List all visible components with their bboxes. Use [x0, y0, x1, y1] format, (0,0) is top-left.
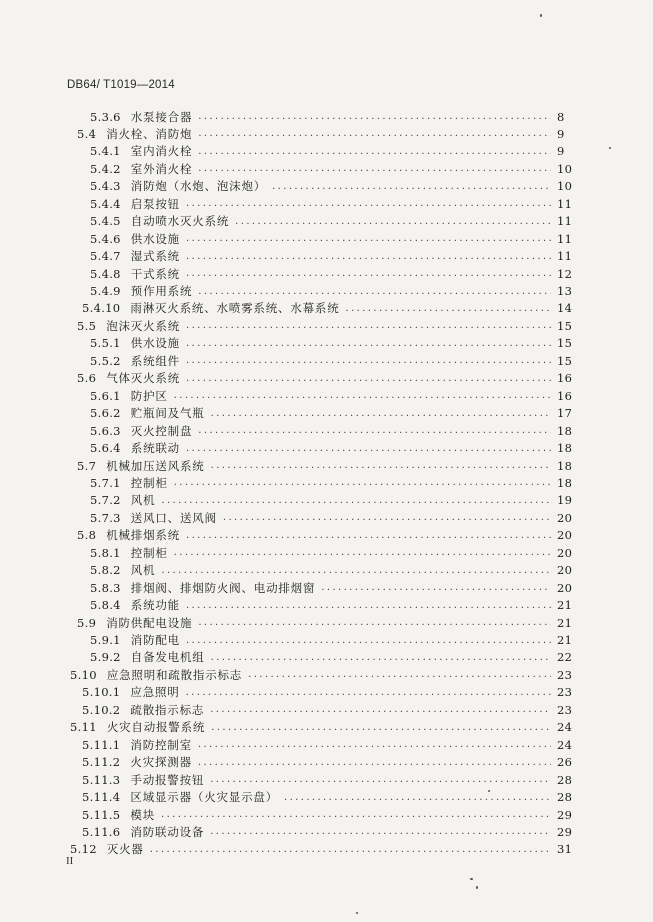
toc-entry-page: 18: [557, 441, 573, 456]
toc-dot-leader: [211, 460, 551, 471]
toc-entry: [0, 213, 653, 230]
toc-entry: [0, 527, 653, 544]
toc-entry: [0, 806, 653, 823]
toc-entry: [0, 230, 653, 247]
toc-entry-page: 16: [557, 371, 573, 386]
toc-entry-number: 5.11: [70, 720, 97, 735]
toc-dot-leader: [211, 408, 551, 419]
toc-entry-number: 5.11.5: [82, 807, 121, 822]
toc-entry-number: 5.6.4: [90, 441, 121, 456]
toc-entry-title: 应急照明和疏散指示标志: [106, 667, 243, 682]
toc-entry-page: 15: [557, 353, 573, 368]
toc-entry: [0, 440, 653, 457]
toc-entry-number: 5.8.2: [90, 563, 121, 578]
toc-entry: [0, 370, 653, 387]
toc-entry: [0, 125, 653, 142]
toc-entry-page: 8: [557, 109, 565, 124]
toc-entry-page: 9: [557, 144, 565, 159]
toc-dot-leader: [186, 198, 551, 209]
toc-entry-title: 排烟阀、排烟防火阀、电动排烟窗: [130, 580, 316, 595]
toc-entry-title: 供水设施: [130, 231, 180, 246]
toc-entry-title: 预作用系统: [130, 284, 193, 298]
toc-entry-title: 灭火控制盘: [130, 423, 193, 438]
toc-entry-title: 室内消火栓: [130, 144, 193, 159]
toc-entry: [0, 754, 653, 771]
toc-entry-page: 11: [557, 231, 573, 246]
toc-entry-number: 5.5.1: [90, 336, 121, 351]
toc-entry-title: 湿式系统: [130, 249, 180, 264]
toc-entry: [0, 492, 653, 509]
toc-dot-leader: [198, 286, 551, 297]
toc-dot-leader: [321, 582, 551, 593]
toc-entry-title: 泡沫灭火系统: [106, 318, 181, 333]
toc-entry: [0, 474, 653, 491]
toc-dot-leader: [284, 792, 551, 803]
toc-entry: [0, 562, 653, 579]
scan-speck: [609, 147, 611, 149]
toc-dot-leader: [186, 373, 551, 384]
toc-entry-title: 贮瓶间及气瓶: [130, 406, 205, 421]
toc-entry-page: 21: [557, 598, 573, 613]
toc-entry-page: 20: [557, 580, 573, 595]
toc-entry-number: 5.4: [77, 126, 97, 141]
toc-entry-page: 23: [557, 685, 573, 700]
toc-entry-number: 5.4.7: [90, 249, 121, 264]
toc-entry-page: 10: [557, 161, 573, 176]
toc-dot-leader: [248, 669, 551, 680]
toc-entry-title: 风机: [130, 563, 156, 578]
toc-entry: [0, 422, 653, 439]
toc-entry-title: 消防联动设备: [130, 824, 205, 839]
toc-entry: [0, 352, 653, 369]
toc-entry: [0, 283, 653, 300]
toc-dot-leader: [186, 635, 551, 646]
toc-entry: [0, 248, 653, 265]
toc-entry-number: 5.11.2: [82, 755, 121, 770]
toc-entry: [0, 317, 653, 334]
toc-entry-title: 风机: [130, 493, 156, 508]
toc-entry-number: 5.6: [77, 371, 97, 386]
toc-entry-page: 20: [557, 563, 573, 578]
toc-dot-leader: [210, 704, 551, 715]
toc-dot-leader: [186, 530, 551, 541]
toc-entry: [0, 405, 653, 422]
toc-entry-number: 5.4.6: [90, 231, 121, 246]
toc-dot-leader: [161, 809, 551, 820]
toc-dot-leader: [198, 111, 551, 122]
toc-entry-number: 5.4.9: [90, 284, 121, 298]
toc-entry: [0, 300, 653, 317]
toc-entry-number: 5.7.3: [90, 510, 121, 525]
toc-entry-number: 5.8.1: [90, 545, 121, 560]
toc-entry-page: 19: [557, 493, 573, 508]
toc-entry-number: 5.7.2: [90, 493, 121, 508]
toc-dot-leader: [198, 739, 551, 750]
scan-speck: [356, 912, 358, 914]
toc-entry-title: 火灾自动报警系统: [106, 720, 206, 735]
toc-entry-number: 5.9.1: [90, 633, 121, 647]
toc-entry: [0, 701, 653, 718]
toc-entry-page: 11: [557, 249, 573, 264]
toc-entry-number: 5.12: [70, 842, 97, 857]
toc-entry-number: 5.6.1: [90, 388, 121, 403]
toc-entry-page: 21: [557, 615, 573, 630]
toc-dot-leader: [174, 547, 551, 558]
toc-entry-title: 系统联动: [130, 441, 180, 456]
toc-entry-number: 5.6.3: [90, 423, 121, 438]
toc-entry-number: 5.10.1: [82, 685, 121, 700]
toc-entry-number: 5.7: [77, 458, 97, 473]
toc-entry-number: 5.4.3: [90, 179, 121, 194]
toc-dot-leader: [198, 425, 551, 436]
toc-entry: [0, 597, 653, 614]
toc-entry-number: 5.6.2: [90, 406, 121, 421]
toc-entry-number: 5.11.4: [82, 790, 121, 805]
toc-entry-page: 11: [557, 214, 573, 229]
toc-entry-page: 20: [557, 528, 573, 543]
toc-entry-page: 18: [557, 423, 573, 438]
toc-entry-page: 18: [557, 458, 573, 473]
toc-entry-title: 消防炮（水炮、泡沫炮）: [130, 179, 267, 194]
toc-entry: [0, 719, 653, 736]
toc-entry-title: 机械排烟系统: [106, 528, 181, 543]
toc-entry-number: 5.10: [70, 667, 97, 682]
toc-entry-number: 5.4.2: [90, 161, 121, 176]
toc-entry: [0, 684, 653, 701]
toc-entry: [0, 195, 653, 212]
toc-entry: [0, 736, 653, 753]
toc-entry-page: 9: [557, 126, 565, 141]
toc-dot-leader: [198, 757, 551, 768]
toc-entry-number: 5.4.5: [90, 214, 121, 229]
toc-entry-page: 28: [557, 790, 573, 805]
toc-entry-page: 24: [557, 737, 573, 752]
toc-dot-leader: [198, 146, 551, 157]
toc-dot-leader: [186, 687, 551, 698]
toc-dot-leader: [210, 826, 551, 837]
toc-entry-title: 消防控制室: [130, 737, 192, 752]
toc-entry-page: 17: [557, 406, 573, 421]
toc-dot-leader: [186, 233, 551, 244]
toc-entry-title: 消火栓、消防炮: [106, 126, 193, 141]
toc-dot-leader: [198, 163, 551, 174]
toc-dot-leader: [211, 652, 551, 663]
toc-entry-title: 机械加压送风系统: [106, 458, 205, 473]
toc-dot-leader: [186, 268, 551, 279]
toc-entry-page: 10: [557, 179, 573, 194]
toc-entry-page: 14: [557, 301, 573, 316]
toc-entry-number: 5.10.2: [82, 702, 121, 717]
toc-entry-number: 5.4.4: [90, 196, 121, 211]
toc-entry: [0, 509, 653, 526]
toc-entry-number: 5.3.6: [90, 109, 121, 124]
toc-entry-number: 5.9.2: [90, 650, 121, 665]
toc-dot-leader: [186, 338, 551, 349]
toc-dot-leader: [198, 128, 551, 139]
toc-entry-number: 5.9: [77, 615, 97, 630]
toc-entry-title: 送风口、送风阀: [130, 510, 217, 525]
toc-entry-number: 5.8: [77, 528, 97, 543]
toc-entry: [0, 789, 653, 806]
toc-entry-title: 消防供配电设施: [106, 615, 193, 630]
scan-speck: [488, 790, 490, 792]
toc-entry: [0, 666, 653, 683]
toc-entry-number: 5.8.3: [90, 580, 121, 595]
toc-entry-page: 22: [557, 650, 573, 665]
toc-entry-title: 启泵按钮: [130, 196, 180, 211]
toc-entry-page: 24: [557, 720, 573, 735]
toc-dot-leader: [174, 477, 551, 488]
scan-speck: [470, 878, 473, 880]
scan-speck: [540, 14, 542, 17]
toc-entry-title: 应急照明: [130, 685, 180, 700]
toc-entry-number: 5.5: [77, 318, 97, 333]
page-number-footer: II: [66, 855, 74, 867]
toc-entry-title: 防护区: [130, 388, 168, 403]
toc-dot-leader: [272, 181, 551, 192]
toc-entry-title: 消防配电: [130, 633, 180, 647]
toc-dot-leader: [161, 495, 551, 506]
toc-entry-page: 18: [557, 475, 573, 490]
toc-entry: [0, 632, 653, 649]
toc-entry-title: 雨淋灭火系统、水喷雾系统、水幕系统: [130, 301, 340, 316]
toc-entry: [0, 143, 653, 160]
toc-dot-leader: [150, 844, 551, 855]
toc-entry: [0, 108, 653, 125]
toc-entry-title: 疏散指示标志: [130, 702, 205, 717]
toc-entry-page: 11: [557, 196, 573, 211]
toc-entry-number: 5.11.1: [82, 737, 121, 752]
toc-entry-title: 模块: [130, 807, 155, 822]
toc-entry-page: 29: [557, 807, 573, 822]
toc-entry-page: 31: [557, 842, 573, 857]
toc-entry: [0, 614, 653, 631]
toc-entry-page: 12: [557, 266, 573, 281]
toc-entry-title: 系统功能: [130, 598, 180, 613]
toc-dot-leader: [198, 617, 551, 628]
toc-entry-title: 系统组件: [130, 353, 180, 368]
toc-entry-title: 手动报警按钮: [130, 772, 205, 787]
toc-dot-leader: [186, 320, 551, 331]
toc-entry: [0, 335, 653, 352]
toc-entry-title: 灭火器: [106, 842, 144, 857]
toc-entry-page: 15: [557, 318, 573, 333]
toc-entry-title: 水泵接合器: [130, 109, 193, 124]
toc-entry-number: 5.11.6: [82, 824, 121, 839]
toc-entry-page: 20: [557, 545, 573, 560]
toc-entry-page: 23: [557, 702, 573, 717]
toc-entry-number: 5.4.10: [82, 301, 121, 316]
toc-entry-page: 29: [557, 824, 573, 839]
toc-entry-page: 26: [557, 755, 573, 770]
document-code-header: DB64/ T1019—2014: [67, 79, 175, 91]
toc-entry: [0, 649, 653, 666]
toc-dot-leader: [346, 303, 552, 314]
toc-entry-title: 自动喷水灭火系统: [130, 214, 230, 229]
toc-dot-leader: [235, 216, 551, 227]
toc-entry: [0, 544, 653, 561]
toc-entry-page: 28: [557, 772, 573, 787]
toc-entry-title: 室外消火栓: [130, 161, 193, 176]
toc-dot-leader: [223, 512, 551, 523]
toc-dot-leader: [174, 390, 551, 401]
toc-dot-leader: [210, 774, 551, 785]
toc-dot-leader: [186, 600, 551, 611]
toc-entry-number: 5.4.8: [90, 266, 121, 281]
toc-entry: [0, 387, 653, 404]
toc-entry-page: 16: [557, 388, 573, 403]
toc-entry-title: 自备发电机组: [130, 650, 205, 665]
scan-speck: [476, 886, 478, 889]
toc-entry: [0, 265, 653, 282]
toc-dot-leader: [211, 722, 551, 733]
toc-entry: [0, 579, 653, 596]
toc-entry-title: 区域显示器（火灾显示盘）: [130, 790, 278, 805]
toc-entry-page: 15: [557, 336, 573, 351]
toc-entry-number: 5.4.1: [90, 144, 121, 159]
toc-dot-leader: [161, 565, 551, 576]
toc-entry-title: 供水设施: [130, 336, 180, 351]
toc-entry: [0, 178, 653, 195]
toc-entry: [0, 823, 653, 840]
toc-entry-number: 5.7.1: [90, 475, 121, 490]
toc-entry: [0, 771, 653, 788]
toc-dot-leader: [186, 251, 551, 262]
toc-entry-page: 23: [557, 667, 573, 682]
toc-entry-page: 21: [557, 633, 573, 647]
toc-entry-title: 火灾探测器: [130, 755, 192, 770]
toc-entry-page: 20: [557, 510, 573, 525]
toc-entry-number: 5.8.4: [90, 598, 121, 613]
toc-entry: [0, 160, 653, 177]
toc-dot-leader: [186, 355, 551, 366]
toc-entry-title: 气体灭火系统: [106, 371, 181, 386]
toc-entry-number: 5.11.3: [82, 772, 121, 787]
toc-entry-title: 干式系统: [130, 266, 180, 281]
toc-entry-number: 5.5.2: [90, 353, 121, 368]
toc-entry: [0, 457, 653, 474]
toc-dot-leader: [186, 443, 551, 454]
toc-entry-title: 控制柜: [130, 475, 168, 490]
toc-entry-page: 13: [557, 284, 573, 298]
toc-entry: [0, 841, 653, 858]
toc-entry-title: 控制柜: [130, 545, 168, 560]
